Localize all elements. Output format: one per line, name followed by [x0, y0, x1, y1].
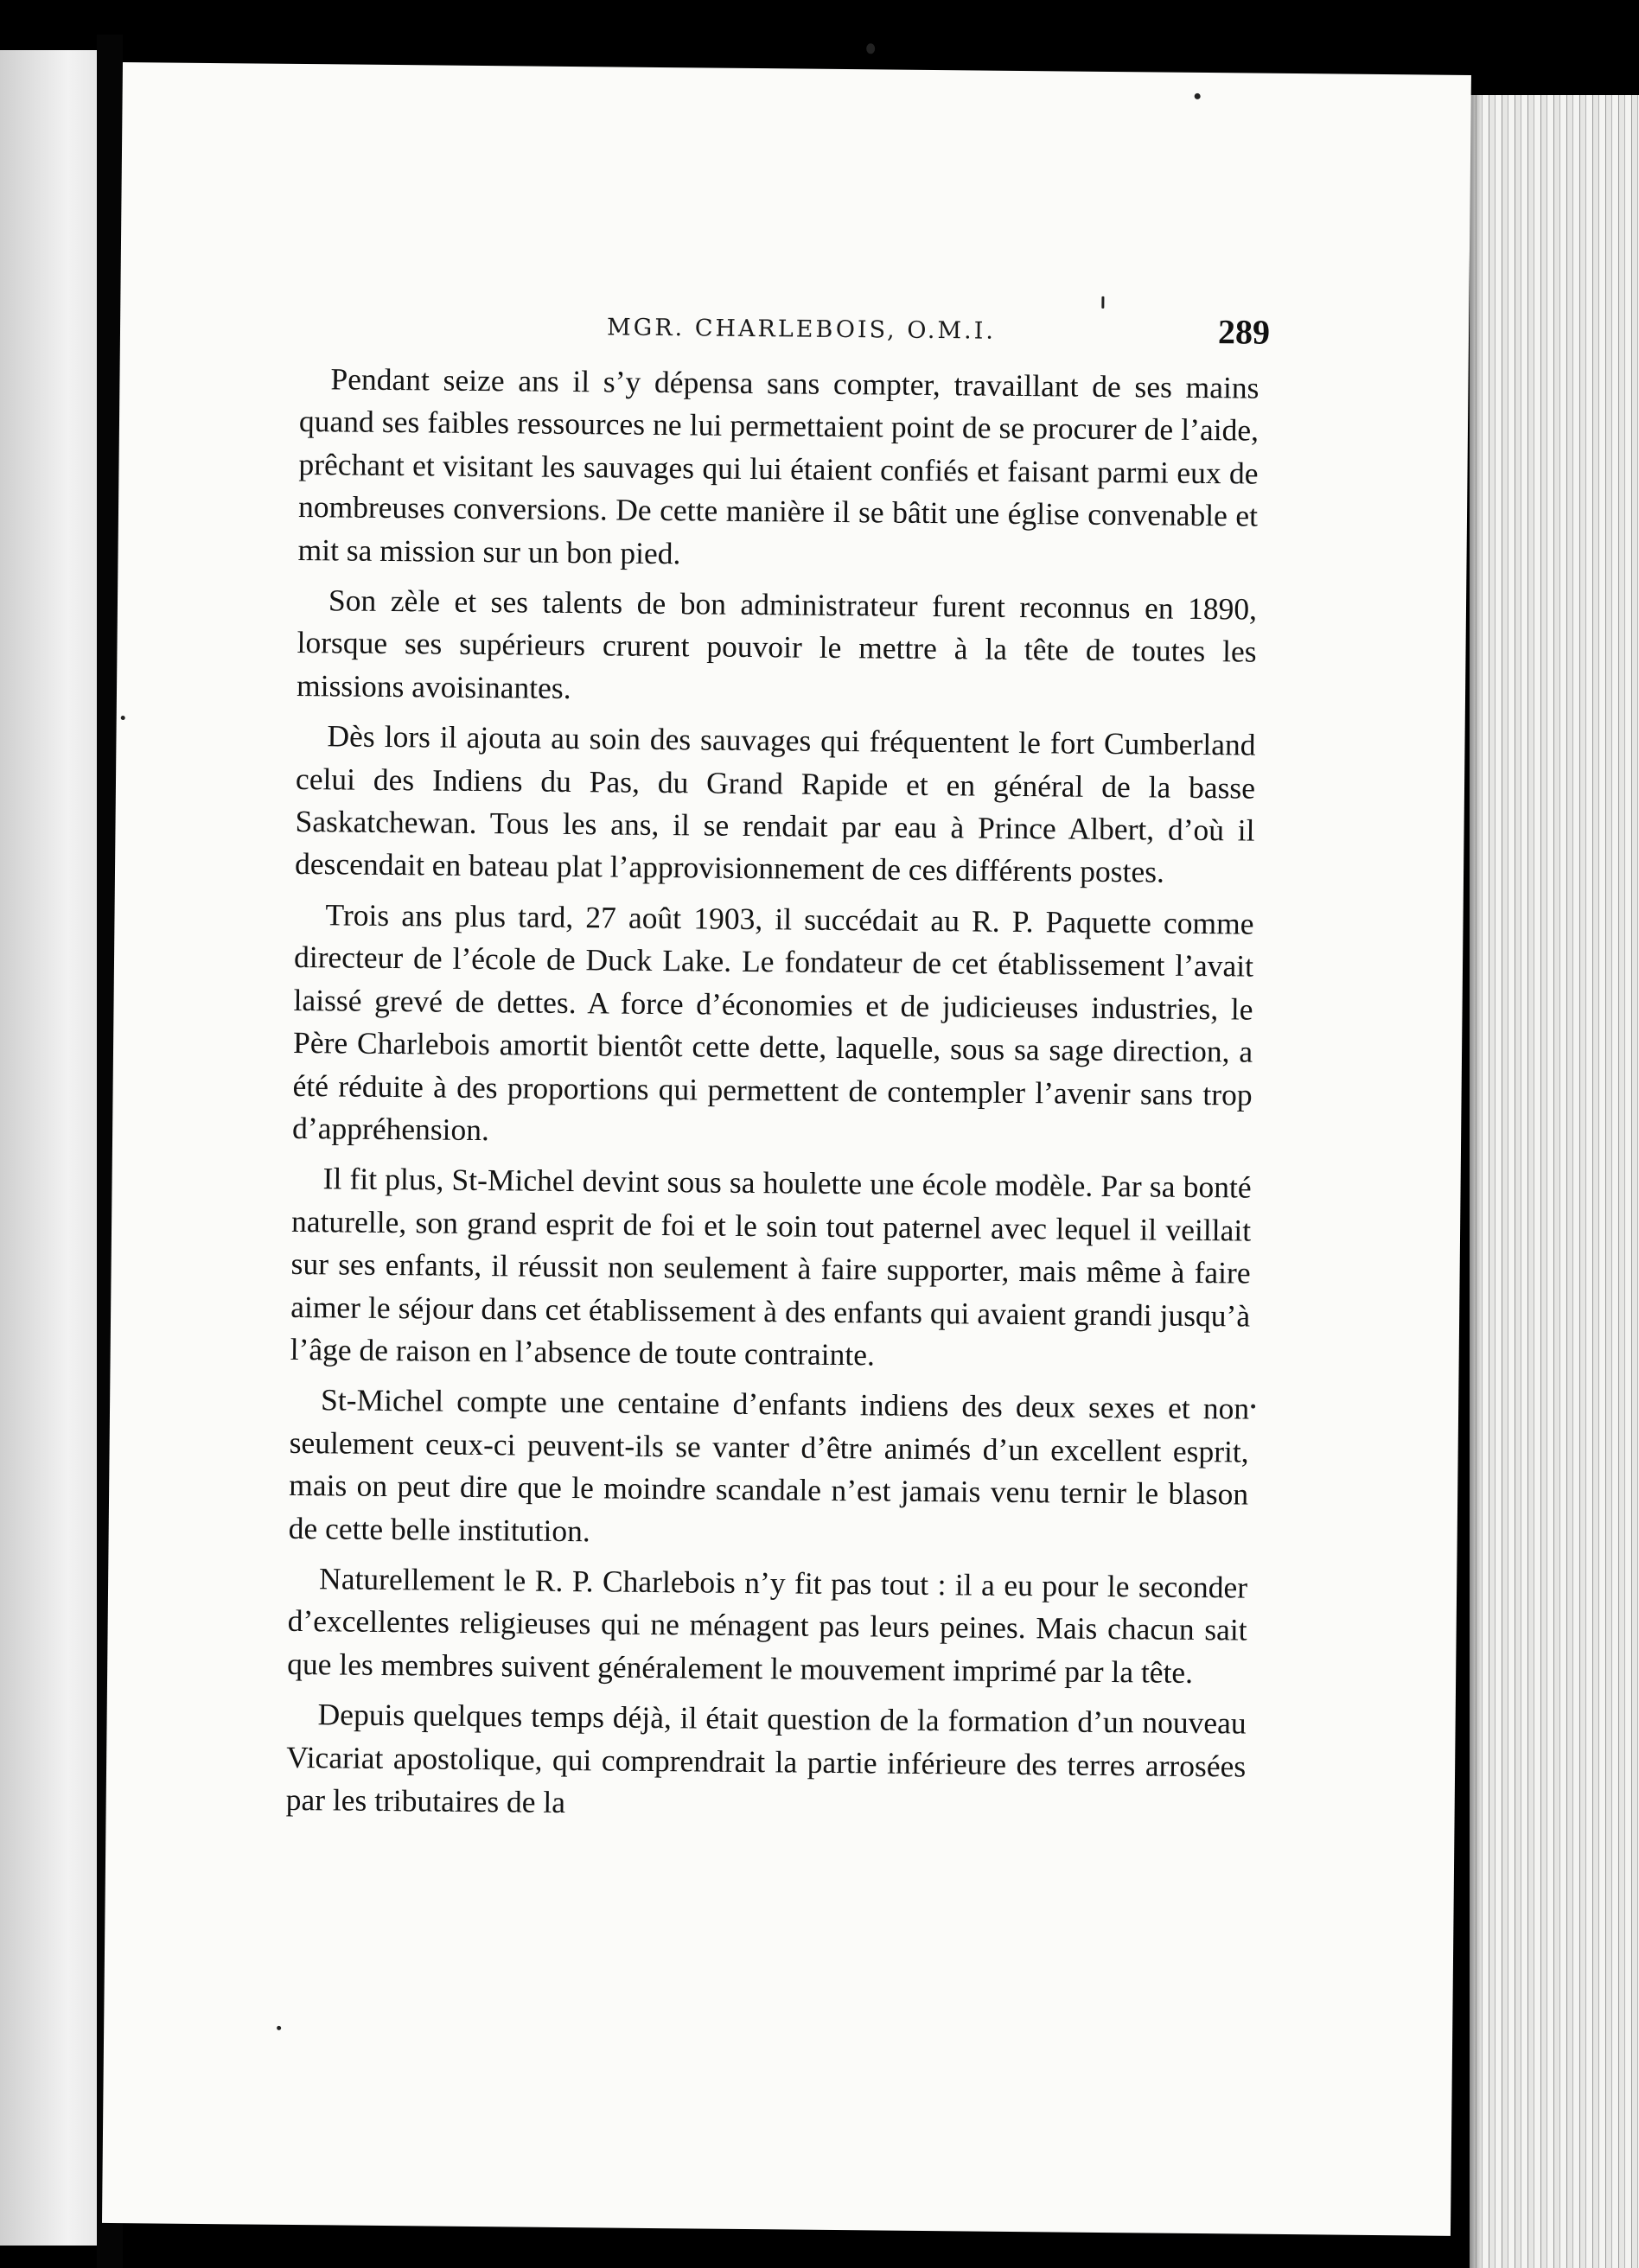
page-number: 289 [1217, 312, 1271, 352]
speck-mark [121, 716, 125, 720]
stacked-page-edges [1470, 95, 1639, 2268]
body-text [285, 358, 1259, 1831]
paragraph: Naturellement le R. P. Charlebois n’y fit pas tout : il a eu pour le seconder d’excellentes religieuses qui ne ménagent pas leurs peines. Mais chacun sait que les membres suivent généralement le mouvement imprimé par la tête. [287, 1561, 1248, 1690]
book-page [102, 62, 1471, 2236]
page-header [120, 297, 1470, 362]
running-head: MGR. CHARLEBOIS, O.M.I. [606, 314, 997, 345]
speck-mark [1251, 1405, 1255, 1409]
paragraph: Dès lors il ajouta au soin des sauvages qui fréquentent le fort Cumberland celui des Indiens du Pas, du Grand Rapide et en général de la basse Saskatchewan. Tous les ans, il se rendait par eau à Prince Albert, d’où il descendait en bateau plat l’approvisionnement de ces différents postes. [294, 718, 1256, 890]
paragraph: Son zèle et ses talents de bon administrateur furent reconnus en 1890, lorsque ses supérieurs crurent pouvoir le mettre à la tête de toutes les missions avoisinantes. [296, 583, 1258, 705]
paragraph: Depuis quelques temps déjà, il était question de la formation d’un nouveau Vicariat apostolique, qui comprendrait la partie inférieure des terres arrosées par les tributaires de la [285, 1697, 1247, 1820]
speck-mark [1195, 93, 1201, 99]
paragraph: Il fit plus, St-Michel devint sous sa houlette une école modèle. Par sa bonté naturelle, son grand esprit de foi et le soin tout paternel avec lequel il veillait sur ses enfants, il réussit non seulement à faire supporter, mais même à faire aimer le séjour dans cet établissement à des enfants qui avaient grandi jusqu’à l’âge de raison en l’absence de toute contrainte. [290, 1161, 1252, 1373]
left-page-edge [0, 50, 97, 2246]
paragraph: Trois ans plus tard, 27 août 1903, il succédait au R. P. Paquette comme directeur de l’école de Duck Lake. Le fondateur de cet établissement l’avait laissé grevé de dettes. A force d’économies et de judicieuses industries, le Père Charlebois amortit bientôt cette dette, laquelle, sous sa sage direction, a été réduite à des proportions qui permettent de contempler l’avenir sans trop d’appréhension. [291, 897, 1254, 1148]
speck-mark [866, 43, 875, 54]
page-edge-shadow [1470, 95, 1482, 2268]
paragraph: Pendant seize ans il s’y dépensa sans compter, travaillant de ses mains quand ses faibles ressources ne lui permettaient point de se procurer de l’aide, prêchant et visitant les sauvages qui lui étaient confiés et faisant parmi eux de nombreuses conversions. De cette manière il se bâtit une église convenable et mit sa mission sur un bon pied. [297, 361, 1260, 570]
speck-mark [277, 2026, 281, 2030]
paragraph: St-Michel compte une centaine d’enfants indiens des deux sexes et non seulement ceux-ci peuvent-ils se vanter d’être animés d’un excellent esprit, mais on peut dire que le moindre scandale n’est jamais venu ternir le blason de cette belle institution. [288, 1382, 1250, 1548]
